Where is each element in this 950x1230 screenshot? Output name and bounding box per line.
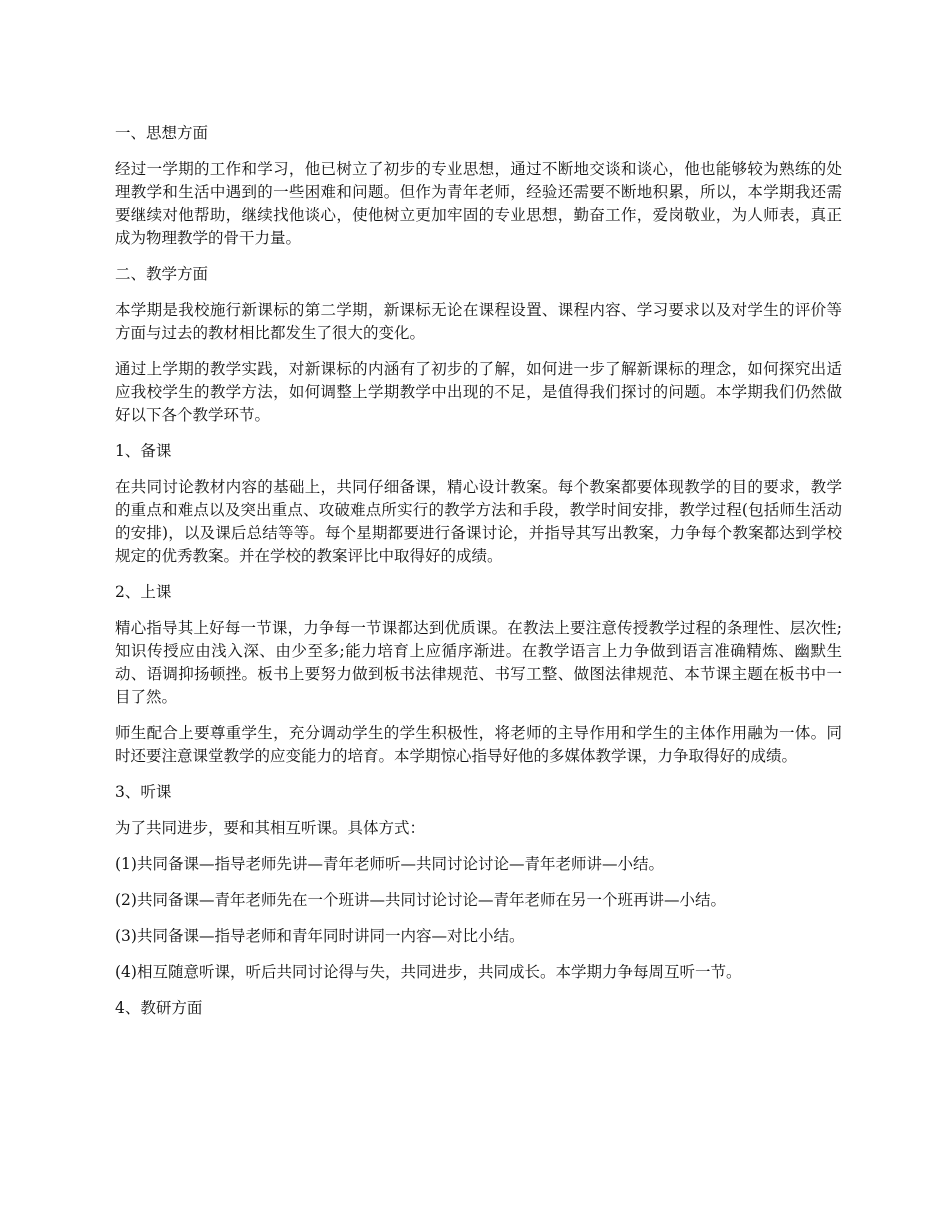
paragraph-lesson-prep: 在共同讨论教材内容的基础上，共同仔细备课，精心设计教案。每个教案都要体现教学的目的要求，教学的重点和难点以及突出重点、攻破难点所实行的教学方法和手段，教学时间安排，教学过程(包括师生活动的安排)，以及课后总结等等。每个星期都要进行备课讨论，并指导其写出教案，力争每个教案都达到学校规定的优秀教案。并在学校的教案评比中取得好的成绩。 — [115, 478, 842, 565]
paragraph-class-guidance: 精心指导其上好每一节课，力争每一节课都达到优质课。在教法上要注意传授教学过程的条理性、层次性;知识传授应由浅入深、由少至多;能力培育上应循序渐进。在教学语言上力争做到语言准确精炼、幽默生动、语调抑扬顿挫。板书上要努力做到板书法律规范、书写工整、做图法律规范、本节课主题在板书中一目了然。 — [115, 619, 842, 706]
paragraph-observation-intro: 为了共同进步，要和其相互听课。具体方式： — [115, 819, 426, 837]
document-body — [115, 122, 842, 1033]
section-heading-thought: 一、思想方面 — [115, 124, 209, 142]
subheading-observation: 3、听课 — [115, 783, 172, 801]
paragraph-teaching-practice: 通过上学期的教学实践，对新课标的内涵有了初步的了解，如何进一步了解新课标的理念，如何探究出适应我校学生的教学方法，如何调整上学期教学中出现的不足，是值得我们探讨的问题。本学期我们仍然做好以下各个教学环节。 — [115, 360, 842, 424]
paragraph-new-curriculum: 本学期是我校施行新课标的第二学期，新课标无论在课程设置、课程内容、学习要求以及对学生的评价等方面与过去的教材相比都发生了很大的变化。 — [115, 301, 842, 342]
list-item-method-4: (4)相互随意听课，听后共同讨论得与失，共同进步，共同成长。本学期力争每周互听一节。 — [115, 963, 742, 981]
paragraph-teacher-student: 师生配合上要尊重学生，充分调动学生的学生积极性，将老师的主导作用和学生的主体作用融为一体。同时还要注意课堂教学的应变能力的培育。本学期惊心指导好他的多媒体教学课，力争取得好的成绩。 — [115, 724, 842, 765]
list-item-method-1: (1)共同备课—指导老师先讲—青年老师听—共同讨论讨论—青年老师讲—小结。 — [115, 855, 664, 873]
subheading-class: 2、上课 — [115, 583, 172, 601]
paragraph-thought: 经过一学期的工作和学习，他已树立了初步的专业思想，通过不断地交谈和谈心，他也能够较为熟练的处理教学和生活中遇到的一些困难和问题。但作为青年老师，经验还需要不断地积累，所以，本学期我还需要继续对他帮助，继续找他谈心，使他树立更加牢固的专业思想，勤奋工作，爱岗敬业，为人师表，真正成为物理教学的骨干力量。 — [115, 160, 842, 247]
subheading-lesson-prep: 1、备课 — [115, 442, 172, 460]
subheading-research: 4、教研方面 — [115, 999, 203, 1017]
list-item-method-3: (3)共同备课—指导老师和青年同时讲同一内容—对比小结。 — [115, 927, 525, 945]
section-heading-teaching: 二、教学方面 — [115, 265, 209, 283]
list-item-method-2: (2)共同备课—青年老师先在一个班讲—共同讨论讨论—青年老师在另一个班再讲—小结。 — [115, 891, 726, 909]
